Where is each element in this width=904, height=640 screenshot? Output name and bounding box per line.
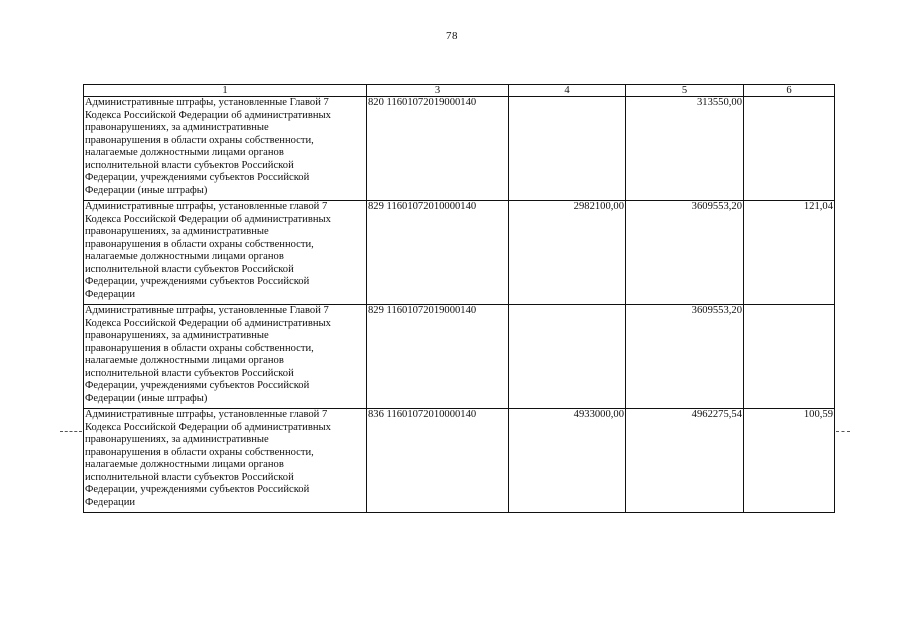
scan-artifact-left <box>60 431 82 432</box>
row-description <box>84 201 367 305</box>
description-line: налагаемые должностными лицами органов <box>85 147 284 158</box>
description-line: налагаемые должностными лицами органов <box>85 355 284 366</box>
row-col6-percent <box>744 305 835 409</box>
row-col4-value: 4933000,00 <box>509 409 626 513</box>
row-col5-value: 313550,00 <box>626 97 744 201</box>
scan-artifact-right <box>836 431 850 432</box>
table-header-row <box>84 85 835 97</box>
description-line: Кодекса Российской Федерации об административных <box>85 317 331 329</box>
description-line: правонарушения в области охраны собственности, <box>85 238 314 250</box>
header-col-5: 5 <box>626 85 744 97</box>
description-line: Административные штрафы, установленные главой 7 <box>85 201 328 212</box>
row-col4-value <box>509 305 626 409</box>
description-line: Федерации <box>85 288 136 300</box>
row-description <box>84 97 367 201</box>
row-code: 829 11601072010000140 <box>367 201 509 305</box>
row-code: 820 11601072019000140 <box>367 97 509 201</box>
description-line: Федерации (иные штрафы) <box>85 184 208 196</box>
description-line: правонарушения в области охраны собственности, <box>85 134 314 146</box>
description-line: Федерации, учреждениями субъектов Российской <box>85 380 310 391</box>
description-line: исполнительной власти субъектов Российской <box>85 263 294 275</box>
description-line: исполнительной власти субъектов Российской <box>85 471 294 483</box>
description-line: исполнительной власти субъектов Российской <box>85 367 294 379</box>
description-line: Федерации (иные штрафы) <box>85 392 208 404</box>
row-description <box>84 409 367 513</box>
description-line: Административные штрафы, установленные Главой 7 <box>85 97 329 108</box>
header-col-6: 6 <box>744 85 835 97</box>
description-line: налагаемые должностными лицами органов <box>85 251 284 262</box>
row-col5-value: 4962275,54 <box>626 409 744 513</box>
description-line: Кодекса Российской Федерации об административных <box>85 109 331 121</box>
description-line: правонарушениях, за административные <box>85 330 269 341</box>
description-line: исполнительной власти субъектов Российской <box>85 159 294 171</box>
table-row <box>84 201 835 305</box>
row-col4-value: 2982100,00 <box>509 201 626 305</box>
table-row <box>84 97 835 201</box>
page-number: 78 <box>446 30 458 42</box>
table-body <box>84 97 835 513</box>
row-description <box>84 305 367 409</box>
description-line: Федерации, учреждениями субъектов Российской <box>85 276 310 287</box>
description-line: Кодекса Российской Федерации об административных <box>85 421 331 433</box>
description-line: правонарушениях, за административные <box>85 122 269 133</box>
header-col-3: 3 <box>367 85 509 97</box>
description-line: правонарушения в области охраны собственности, <box>85 446 314 458</box>
description-line: Кодекса Российской Федерации об административных <box>85 213 331 225</box>
row-col6-percent: 100,59 <box>744 409 835 513</box>
description-line: Федерации, учреждениями субъектов Российской <box>85 484 310 495</box>
row-col4-value <box>509 97 626 201</box>
header-col-1: 1 <box>84 85 367 97</box>
description-line: налагаемые должностными лицами органов <box>85 459 284 470</box>
row-col6-percent <box>744 97 835 201</box>
row-col5-value: 3609553,20 <box>626 201 744 305</box>
description-line: правонарушениях, за административные <box>85 434 269 445</box>
row-code: 836 11601072010000140 <box>367 409 509 513</box>
description-line: Федерации <box>85 496 136 508</box>
description-line: правонарушениях, за административные <box>85 226 269 237</box>
description-line: правонарушения в области охраны собственности, <box>85 342 314 354</box>
row-col5-value: 3609553,20 <box>626 305 744 409</box>
description-line: Федерации, учреждениями субъектов Российской <box>85 172 310 183</box>
description-line: Административные штрафы, установленные Главой 7 <box>85 305 329 316</box>
header-col-4: 4 <box>509 85 626 97</box>
report-table <box>83 84 835 513</box>
table-row <box>84 409 835 513</box>
row-code: 829 11601072019000140 <box>367 305 509 409</box>
row-col6-percent: 121,04 <box>744 201 835 305</box>
table-row <box>84 305 835 409</box>
description-line: Административные штрафы, установленные главой 7 <box>85 409 328 420</box>
